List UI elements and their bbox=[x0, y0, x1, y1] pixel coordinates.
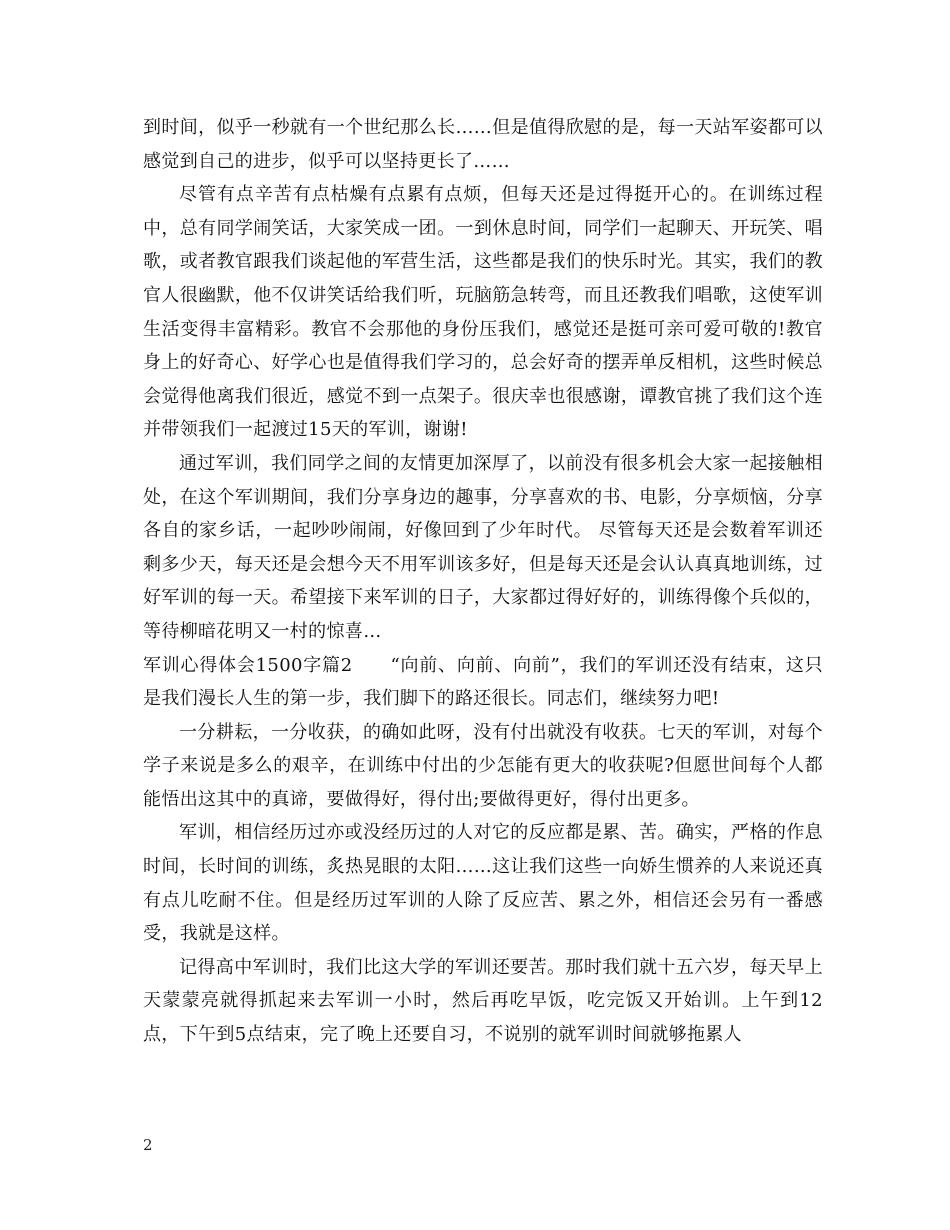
paragraph-5: 一分耕耘，一分收获，的确如此呀，没有付出就没有收获。七天的军训，对每个学子来说是多么的艰辛，在训练中付出的少怎能有更大的收获呢?但愿世间每个人都能悟出这其中的真谛，要做得好，得付出;要做得更好，得付出更多。 bbox=[143, 721, 823, 810]
paragraph-6: 军训，相信经历过亦或没经历过的人对它的反应都是累、苦。确实，严格的作息时间，长时间的训练，炙热晃眼的太阳……这让我们这些一向娇生惯养的人来说还真有点儿吃耐不住。但是经历过军训的人除了反应苦、累之外，相信还会另有一番感受，我就是这样。 bbox=[143, 822, 823, 945]
paragraph-3: 通过军训，我们同学之间的友情更加深厚了，以前没有很多机会大家一起接触相处，在这个军训期间，我们分享身边的趣事，分享喜欢的书、电影，分享烦恼，分享各自的家乡话，一起吵吵闹闹，好像回到了少年时代。 尽管每天还是会数着军训还剩多少天，每天还是会想今天不用军训该多好，但是每天还是会认认真真地训练，过好军训的每一天。希望接下来军训的日子，大家都过得好好的，训练得像个兵似的，等待柳暗花明又一村的惊喜… bbox=[143, 452, 823, 642]
paragraph-1: 到时间，似乎一秒就有一个世纪那么长……但是值得欣慰的是，每一天站军姿都可以感觉到自己的进步，似乎可以坚持更长了…… bbox=[143, 117, 823, 172]
document-body bbox=[143, 111, 823, 1052]
paragraph-7: 记得高中军训时，我们比这大学的军训还要苦。那时我们就十五六岁，每天早上天蒙蒙亮就得抓起来去军训一小时，然后再吃早饭，吃完饭又开始训。上午到12点，下午到5点结束，完了晚上还要自习，不说别的就军训时间就够拖累人 bbox=[143, 956, 823, 1046]
page-number: 2 bbox=[143, 1136, 153, 1154]
section-heading-paragraph: 军训心得体会1500字篇2 “向前、向前、向前”，我们的军训还没有结束，这只是我们漫长人生的第一步，我们脚下的路还很长。同志们，继续努力吧! bbox=[143, 654, 823, 710]
paragraph-2: 尽管有点辛苦有点枯燥有点累有点烦，但每天还是过得挺开心的。在训练过程中，总有同学闹笑话，大家笑成一团。一到休息时间，同学们一起聊天、开玩笑、唱歌，或者教官跟我们谈起他的军营生活，这些都是我们的快乐时光。其实，我们的教官人很幽默，他不仅讲笑话给我们听，玩脑筋急转弯，而且还教我们唱歌，这使军训生活变得丰富精彩。教官不会那他的身份压我们，感觉还是挺可亲可爱可敬的!教官身上的好奇心、好学心也是值得我们学习的，总会好奇的摆弄单反相机，这些时候总会觉得他离我们很近，感觉不到一点架子。很庆幸也很感谢，谭教官挑了我们这个连并带领我们一起渡过15天的军训，谢谢! bbox=[143, 184, 823, 441]
